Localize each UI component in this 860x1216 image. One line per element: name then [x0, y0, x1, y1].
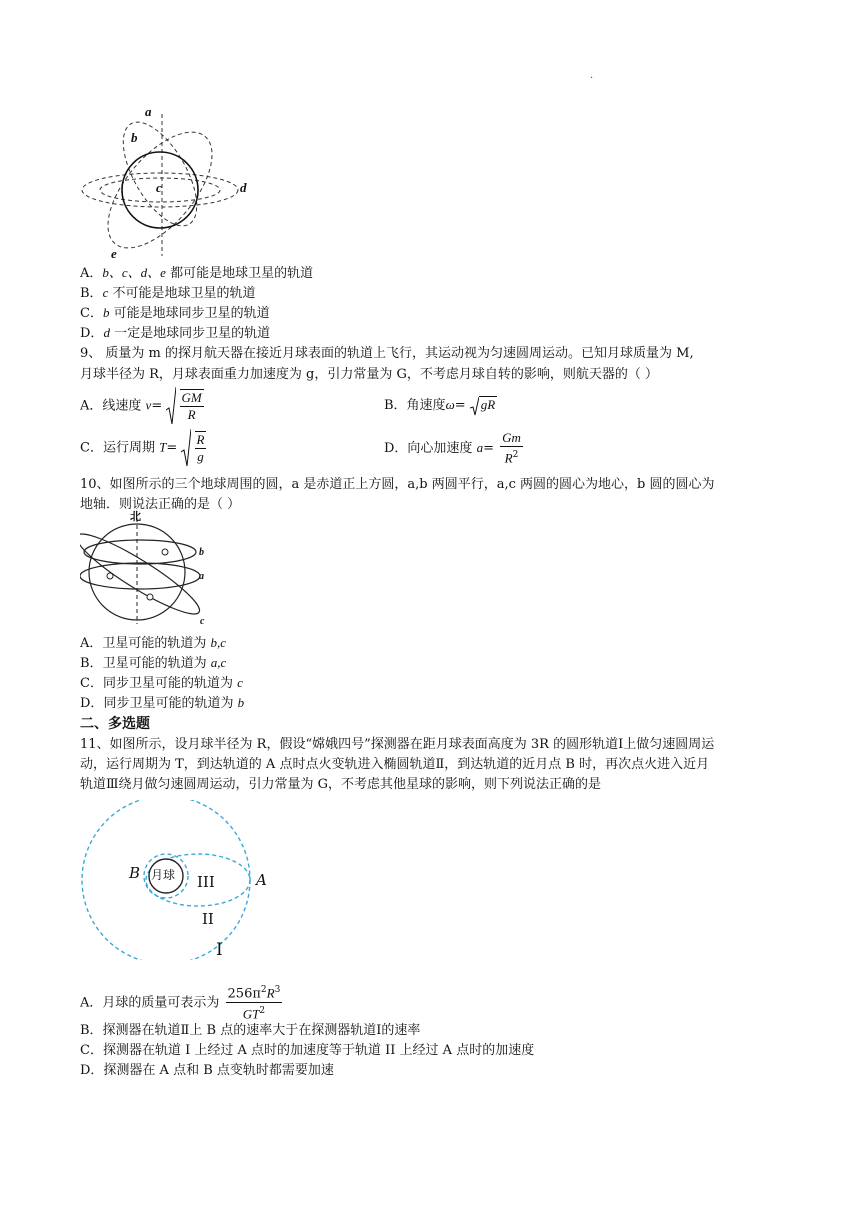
q11-option-b: B．探测器在轨道Ⅱ上 B 点的速率大于在探测器轨道Ⅰ的速率: [80, 1023, 421, 1038]
page-dot: .: [590, 70, 594, 81]
fig3-label-III: III: [197, 873, 215, 891]
fig1-label-a: a: [145, 104, 152, 119]
q9-option-b: B．角速度ω= gR: [384, 394, 497, 416]
q10-stem-line2: 地轴．则说法正确的是（ ）: [80, 497, 241, 512]
q11-option-c: C．探测器在轨道 I 上经过 A 点时的加速度等于轨道 II 上经过 A 点时的加速度: [80, 1043, 535, 1058]
fig3-label-II: II: [202, 910, 214, 928]
fig1-label-d: d: [240, 180, 247, 195]
q8-option-d: D．d 一定是地球同步卫星的轨道: [80, 325, 271, 341]
fig3-label-moon: 月球: [151, 868, 176, 882]
q8-option-c: C．b 可能是地球同步卫星的轨道: [80, 305, 270, 321]
fig1-label-b: b: [131, 130, 138, 145]
earth-orbits-figure: [80, 512, 210, 630]
q11-stem-line3: 轨道Ⅲ绕月做匀速圆周运动，引力常量为 G，不考虑其他星球的影响，则下列说法正确的是: [80, 777, 602, 792]
sqrt-symbol: $\frac{GM}{R}$: [166, 386, 205, 426]
sqrt-symbol: $\frac{R}{g}$: [181, 428, 208, 468]
fig3-label-B: B: [129, 864, 141, 882]
q10-stem-line1: 10、如图所示的三个地球周围的圆，a 是赤道正上方圆，a,b 两圆平行，a,c 两圆的圆心为地心，b 圆的圆心为: [80, 477, 715, 492]
fig2-label-north: 北: [130, 510, 141, 523]
q9-stem-line1: 9、 质量为 m 的探月航天器在接近月球表面的轨道上飞行，其运动视为匀速圆周运动。已知月球质量为 M,: [80, 346, 694, 361]
fig1-label-e: e: [111, 246, 117, 261]
fig3-label-A: A: [256, 871, 267, 889]
q10-option-d: D．同步卫星可能的轨道为 b: [80, 695, 245, 711]
q10-option-b: B．卫星可能的轨道为 a,c: [80, 655, 227, 671]
fig2-label-a: a: [199, 571, 204, 582]
q10-option-c: C．同步卫星可能的轨道为 c: [80, 675, 243, 691]
q9-option-a: A．线速度 v= $\frac{GM}{R}$: [80, 386, 206, 426]
sqrt-symbol: gR: [470, 396, 497, 416]
fig2-label-b: b: [199, 547, 204, 558]
orbit-figure: [80, 104, 260, 266]
q11-option-a: A．月球的质量可表示为 $\frac{256\pi^2R^3}{GT^2}$: [80, 982, 284, 1024]
q10-option-a: A．卫星可能的轨道为 b,c: [80, 635, 227, 651]
q11-stem-line1: 11、如图所示，设月球半径为 R，假设“嫦娥四号”探测器在距月球表面高度为 3R 的圆形轨道Ⅰ上做匀速圆周运: [80, 737, 715, 752]
section-title: 二、多选题: [80, 716, 150, 732]
q11-option-d: D．探测器在 A 点和 B 点变轨时都需要加速: [80, 1063, 334, 1078]
q9-option-d: D．向心加速度 a= $\frac{Gm}{R^2}$: [384, 430, 521, 466]
q8-option-b: B．c 不可能是地球卫星的轨道: [80, 285, 256, 301]
q9-stem-line2: 月球半径为 R，月球表面重力加速度为 g，引力常量为 G，不考虑月球自转的影响，则航天器的（ ）: [80, 367, 659, 382]
q8-option-a: A．b、c、d、e 都可能是地球卫星的轨道: [80, 265, 314, 281]
fig2-label-c: c: [200, 616, 205, 627]
fig3-label-I: I: [216, 940, 223, 960]
q9-option-c: C．运行周期 T= $\frac{R}{g}$: [80, 428, 208, 468]
q11-stem-line2: 动，运行周期为 T，到达轨道的 A 点时点火变轨进入椭圆轨道Ⅱ，到达轨道的近月点 B 时，再次点火进入近月: [80, 757, 710, 772]
fig1-label-c: c: [156, 180, 162, 195]
